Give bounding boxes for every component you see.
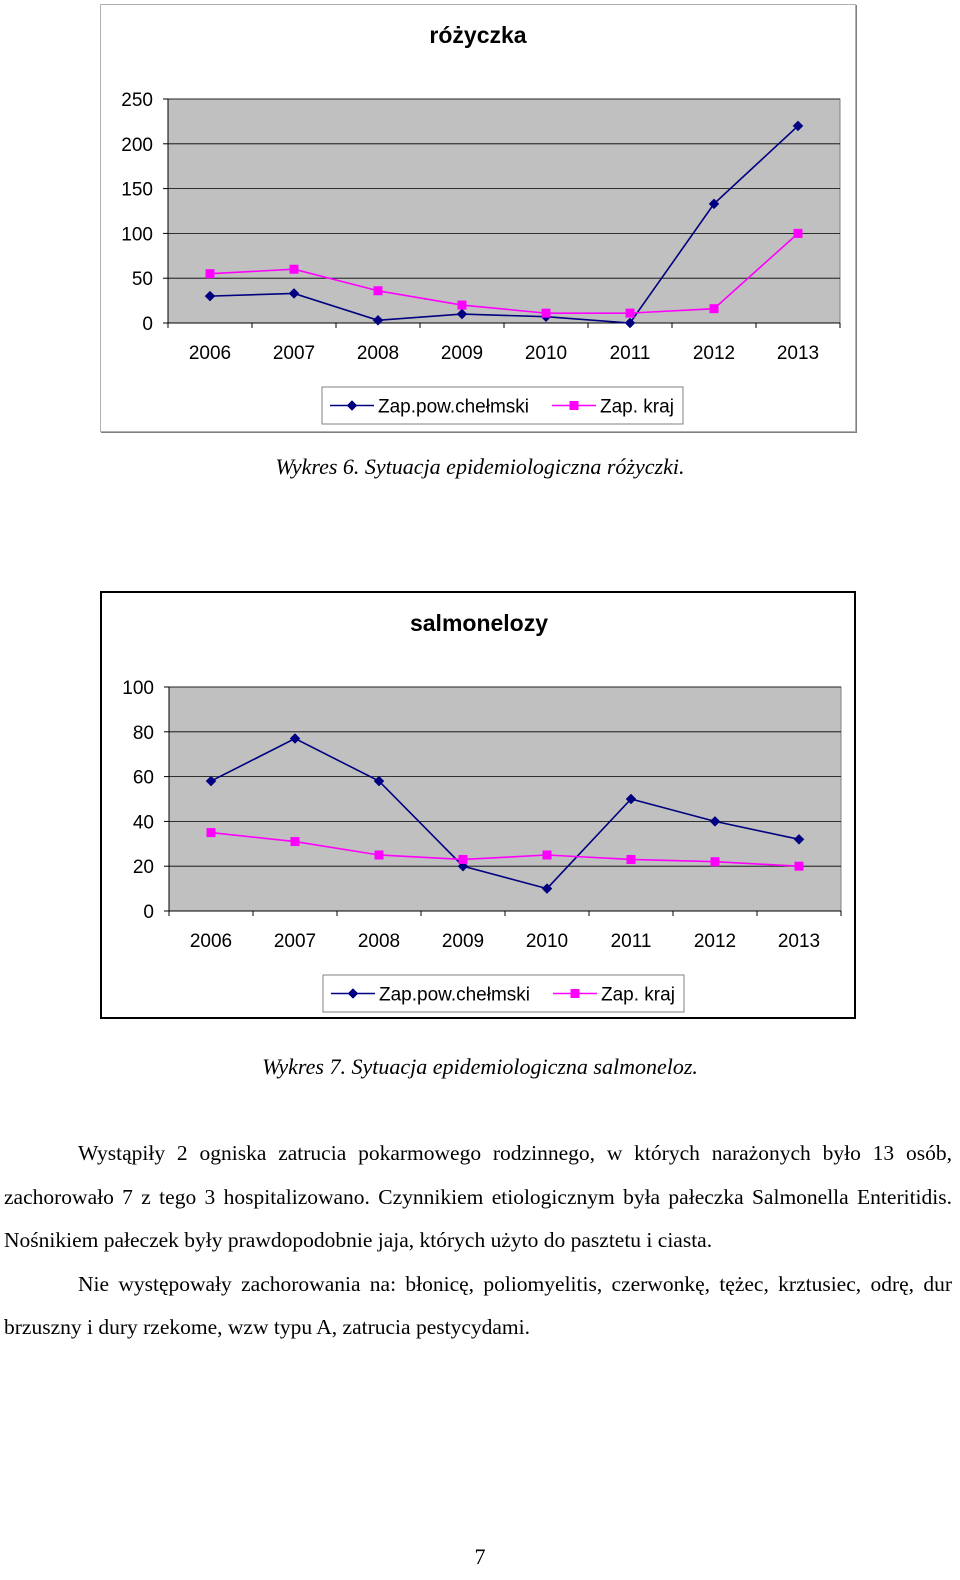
rozyczka-series-1-point (374, 286, 383, 295)
salmonelozy-series-1-point (459, 855, 468, 864)
chart-salmonelozy (100, 591, 856, 1019)
salmonelozy-legend-label-0: Zap.pow.chełmski (379, 984, 531, 1006)
salmonelozy-y-tick-label: 60 (132, 767, 154, 789)
salmonelozy-y-tick-label: 0 (143, 902, 154, 923)
caption-fig7: Wykres 7. Sytuacja epidemiologiczna salmoneloz. (262, 1054, 698, 1079)
rozyczka-y-tick-label: 150 (121, 179, 153, 201)
rozyczka-x-tick-label: 2012 (692, 343, 736, 364)
rozyczka-legend-label-0: Zap.pow.chełmski (378, 396, 530, 418)
rozyczka-y-tick-label: 100 (121, 224, 153, 246)
salmonelozy-series-1-point (543, 851, 552, 860)
salmonelozy-x-tick-label: 2008 (357, 931, 401, 952)
rozyczka-series-1-point (626, 309, 635, 318)
rozyczka-series-1-point (206, 269, 215, 278)
body-text (4, 1132, 952, 1350)
rozyczka-title: różyczka (429, 22, 527, 48)
chart-rozyczka (100, 4, 856, 432)
rozyczka-series-1-point (710, 304, 719, 313)
salmonelozy-series-1-point (375, 851, 384, 860)
page-number: 7 (474, 1544, 486, 1569)
rozyczka-x-tick-label: 2011 (609, 343, 651, 364)
rozyczka-legend-label-1: Zap. kraj (600, 396, 674, 418)
salmonelozy-y-tick-label: 20 (132, 857, 154, 879)
rozyczka-series-1-point (542, 309, 551, 318)
paragraph-1: Wystąpiły 2 ogniska zatrucia pokarmowego rodzinnego, w których narażonych było 13 osób, zachorowało 7 z tego 3 hospitalizowano. Czynnikiem etiologicznym była pałeczka Salmonella Enteritidis. Nośnikiem pałeczek były prawdopodobnie jaja, których użyto do pasztetu i ciasta. (4, 1141, 952, 1252)
salmonelozy-x-tick-label: 2011 (610, 931, 652, 952)
salmonelozy-series-1-point (627, 855, 636, 864)
rozyczka-x-tick-label: 2006 (188, 343, 232, 364)
salmonelozy-x-tick-label: 2013 (777, 931, 821, 952)
rozyczka-x-tick-label: 2008 (356, 343, 400, 364)
salmonelozy-series-1-point (711, 857, 720, 866)
salmonelozy-y-tick-label: 100 (122, 678, 154, 699)
salmonelozy-x-tick-label: 2009 (441, 931, 485, 952)
salmonelozy-x-tick-label: 2006 (189, 931, 233, 952)
rozyczka-x-tick-label: 2013 (776, 343, 820, 364)
salmonelozy-y-tick-label: 40 (132, 812, 154, 834)
rozyczka-y-tick-label: 250 (121, 90, 153, 111)
caption-fig6: Wykres 6. Sytuacja epidemiologiczna różyczki. (275, 454, 685, 479)
salmonelozy-legend (323, 975, 684, 1012)
rozyczka-x-tick-label: 2010 (524, 343, 568, 364)
rozyczka-series-1-point (458, 301, 467, 310)
salmonelozy-x-tick-label: 2010 (525, 931, 569, 952)
chart-rozyczka-svg (101, 5, 855, 431)
rozyczka-x-tick-label: 2007 (272, 343, 316, 364)
salmonelozy-legend-marker-1 (571, 989, 580, 998)
salmonelozy-y-tick-label: 80 (132, 722, 154, 744)
rozyczka-plot-area (168, 99, 840, 323)
salmonelozy-x-tick-label: 2007 (273, 931, 317, 952)
rozyczka-x-tick-label: 2009 (440, 343, 484, 364)
rozyczka-y-tick-label: 0 (142, 314, 153, 335)
rozyczka-series-1-point (794, 229, 803, 238)
rozyczka-series-1-point (290, 265, 299, 274)
paragraph-2: Nie występowały zachorowania na: błonicę, poliomyelitis, czerwonkę, tężec, krztusiec, odrę, dur brzuszny i dury rzekome, wzw typu A, zatrucia pestycydami. (4, 1271, 952, 1339)
chart-salmonelozy-svg (102, 593, 854, 1017)
salmonelozy-legend-label-1: Zap. kraj (601, 984, 675, 1006)
salmonelozy-title: salmonelozy (409, 610, 549, 636)
salmonelozy-series-1-point (291, 837, 300, 846)
salmonelozy-series-1-point (207, 828, 216, 837)
rozyczka-legend-marker-1 (570, 401, 579, 410)
rozyczka-y-tick-label: 200 (121, 134, 153, 156)
rozyczka-legend (322, 387, 683, 424)
salmonelozy-series-1-point (795, 862, 804, 871)
rozyczka-y-tick-label: 50 (131, 269, 153, 291)
salmonelozy-x-tick-label: 2012 (693, 931, 737, 952)
